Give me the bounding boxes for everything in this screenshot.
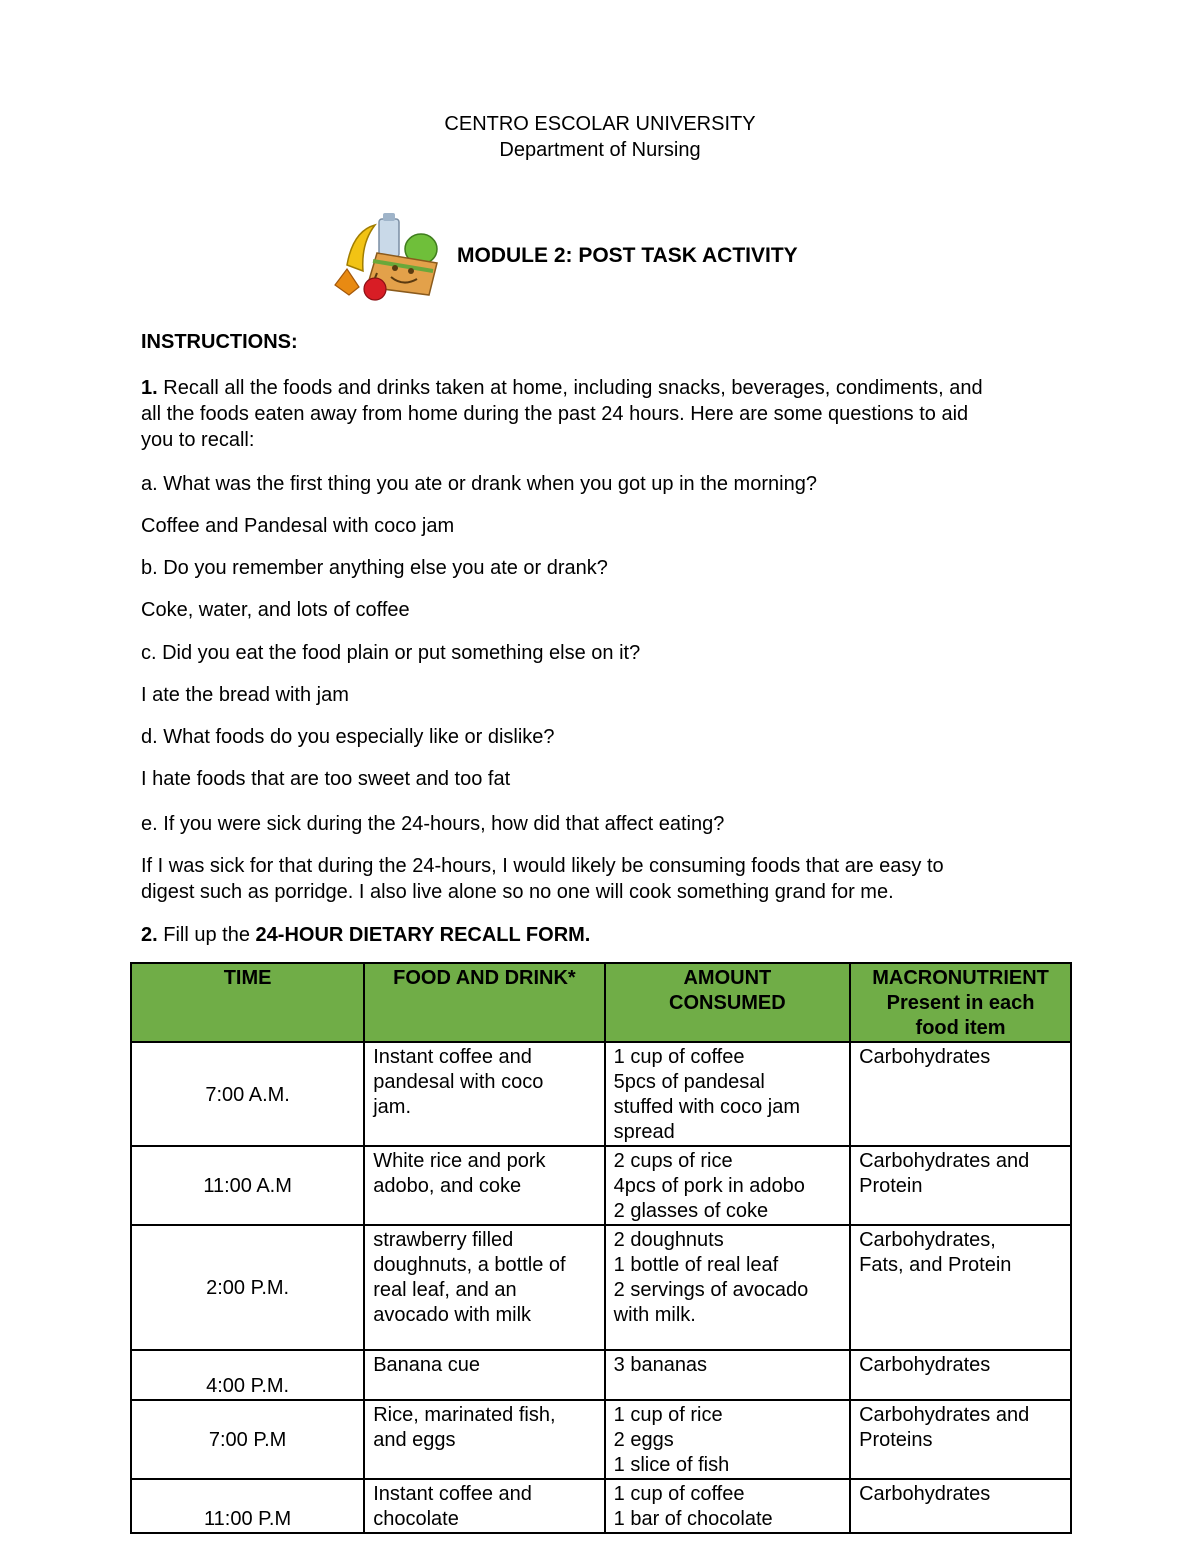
cell-amount-line: 2 servings of avocado — [613, 1279, 809, 1301]
cell-food-line: Banana cue — [373, 1354, 480, 1376]
cell-macronutrient-line: Carbohydrates — [859, 1046, 991, 1068]
table-row — [131, 1042, 1071, 1146]
table-row — [131, 1479, 1071, 1533]
cell-amount-line: 1 cup of rice — [613, 1404, 723, 1426]
cell-amount — [605, 1350, 850, 1400]
cell-food-line: adobo, and coke — [373, 1175, 522, 1197]
cell-amount-line: 5pcs of pandesal — [613, 1071, 765, 1093]
answer-a: Coffee and Pandesal with coco jam — [141, 515, 455, 537]
cell-time: 11:00 P.M — [131, 1479, 364, 1533]
item1-line2: all the foods eaten away from home during the past 24 hours. Here are some questions to aid — [141, 403, 969, 425]
cell-food-line: Instant coffee and — [373, 1483, 532, 1505]
cell-time: 7:00 P.M — [131, 1400, 364, 1479]
cell-macronutrient — [850, 1146, 1071, 1225]
question-a: a. What was the first thing you ate or drank when you got up in the morning? — [141, 473, 817, 495]
cell-amount-line: 1 cup of coffee — [613, 1046, 745, 1068]
cell-macronutrient — [850, 1225, 1071, 1350]
department-name: Department of Nursing — [499, 139, 701, 161]
cell-amount-line: 3 bananas — [613, 1354, 708, 1376]
cell-amount-line: 1 bar of chocolate — [613, 1508, 773, 1530]
header-food: FOOD AND DRINK* — [364, 963, 604, 1042]
header-time: TIME — [131, 963, 364, 1042]
cell-food-line: chocolate — [373, 1508, 459, 1530]
question-c: c. Did you eat the food plain or put something else on it? — [141, 642, 641, 664]
cell-food — [364, 1350, 604, 1400]
cell-amount-line: 2 eggs — [613, 1429, 674, 1451]
cell-macronutrient-line: Carbohydrates — [859, 1354, 991, 1376]
cell-food-line: Rice, marinated fish, — [373, 1404, 556, 1426]
cell-food-line: White rice and pork — [373, 1150, 546, 1172]
cell-macronutrient-line: Carbohydrates — [859, 1483, 991, 1505]
cell-macronutrient — [850, 1350, 1071, 1400]
answer-e-line1: If I was sick for that during the 24-hours, I would likely be consuming foods that are easy to — [141, 855, 944, 877]
cell-food-line: jam. — [373, 1096, 412, 1118]
cell-food-line: strawberry filled — [373, 1229, 514, 1251]
cell-amount-line: 2 glasses of coke — [613, 1200, 769, 1222]
item2-bold: 24-HOUR DIETARY RECALL FORM. — [255, 924, 591, 946]
instruction-item-1 — [141, 375, 1061, 453]
cell-amount — [605, 1479, 850, 1533]
cell-amount-line: 4pcs of pork in adobo — [613, 1175, 805, 1197]
cell-time: 2:00 P.M. — [131, 1225, 364, 1350]
cell-macronutrient-line: Carbohydrates, — [859, 1229, 996, 1251]
cell-food-line: Instant coffee and — [373, 1046, 532, 1068]
cell-time: 11:00 A.M — [131, 1146, 364, 1225]
cell-food — [364, 1479, 604, 1533]
cell-food-line: pandesal with coco — [373, 1071, 544, 1093]
cell-macronutrient-line: Carbohydrates and — [859, 1404, 1030, 1426]
cell-amount-line: spread — [613, 1121, 675, 1143]
answer-e — [141, 853, 1061, 905]
item2-text: Fill up the — [163, 924, 250, 946]
cell-food — [364, 1400, 604, 1479]
cell-amount — [605, 1400, 850, 1479]
item1-line1: Recall all the foods and drinks taken at home, including snacks, beverages, condiments, and — [163, 377, 983, 399]
cell-macronutrient-line: Fats, and Protein — [859, 1254, 1012, 1276]
cell-macronutrient — [850, 1042, 1071, 1146]
cell-food — [364, 1042, 604, 1146]
instruction-item-2 — [141, 924, 590, 947]
question-d: d. What foods do you especially like or dislike? — [141, 726, 555, 748]
table-row — [131, 1146, 1071, 1225]
cell-amount-line: 1 bottle of real leaf — [613, 1254, 779, 1276]
cell-food-line: doughnuts, a bottle of — [373, 1254, 566, 1276]
cell-food-line: and eggs — [373, 1429, 456, 1451]
answer-b: Coke, water, and lots of coffee — [141, 599, 410, 621]
cell-time: 4:00 P.M. — [131, 1350, 364, 1400]
item2-number: 2. — [141, 924, 158, 946]
instructions-heading: INSTRUCTIONS: — [141, 331, 298, 353]
header-amount: AMOUNT CONSUMED — [605, 963, 850, 1042]
cell-macronutrient — [850, 1400, 1071, 1479]
cell-macronutrient-line: Carbohydrates and — [859, 1150, 1030, 1172]
answer-c: I ate the bread with jam — [141, 684, 349, 706]
module-title: MODULE 2: POST TASK ACTIVITY — [457, 244, 798, 267]
table-row — [131, 1350, 1071, 1400]
header-macronutrient: MACRONUTRIENT Present in each food item — [850, 963, 1071, 1042]
answer-e-line2: digest such as porridge. I also live alone so no one will cook something grand for me. — [141, 881, 894, 903]
cell-food-line: real leaf, and an — [373, 1279, 517, 1301]
cell-food-line: avocado with milk — [373, 1304, 532, 1326]
cell-amount-line: stuffed with coco jam — [613, 1096, 801, 1118]
cell-food — [364, 1146, 604, 1225]
food-clipart-icon — [333, 213, 443, 301]
cell-amount-line: 1 cup of coffee — [613, 1483, 745, 1505]
table-row — [131, 1400, 1071, 1479]
university-name: CENTRO ESCOLAR UNIVERSITY — [444, 113, 756, 135]
cell-time: 7:00 A.M. — [131, 1042, 364, 1146]
cell-amount-line: 1 slice of fish — [613, 1454, 730, 1476]
dietary-recall-table — [130, 962, 1072, 1534]
cell-amount — [605, 1042, 850, 1146]
question-b: b. Do you remember anything else you ate or drank? — [141, 557, 608, 579]
cell-amount — [605, 1146, 850, 1225]
table-row — [131, 1225, 1071, 1350]
cell-amount — [605, 1225, 850, 1350]
cell-macronutrient-line: Proteins — [859, 1429, 933, 1451]
item1-number: 1. — [141, 377, 158, 399]
cell-amount-line: 2 cups of rice — [613, 1150, 733, 1172]
cell-macronutrient-line: Protein — [859, 1175, 923, 1197]
cell-macronutrient — [850, 1479, 1071, 1533]
table-header-row — [131, 963, 1071, 1042]
cell-amount-line: with milk. — [613, 1304, 696, 1326]
answer-d: I hate foods that are too sweet and too fat — [141, 768, 511, 790]
question-e: e. If you were sick during the 24-hours, how did that affect eating? — [141, 813, 725, 835]
item1-line3: you to recall: — [141, 429, 255, 451]
cell-amount-line: 2 doughnuts — [613, 1229, 724, 1251]
cell-food — [364, 1225, 604, 1350]
